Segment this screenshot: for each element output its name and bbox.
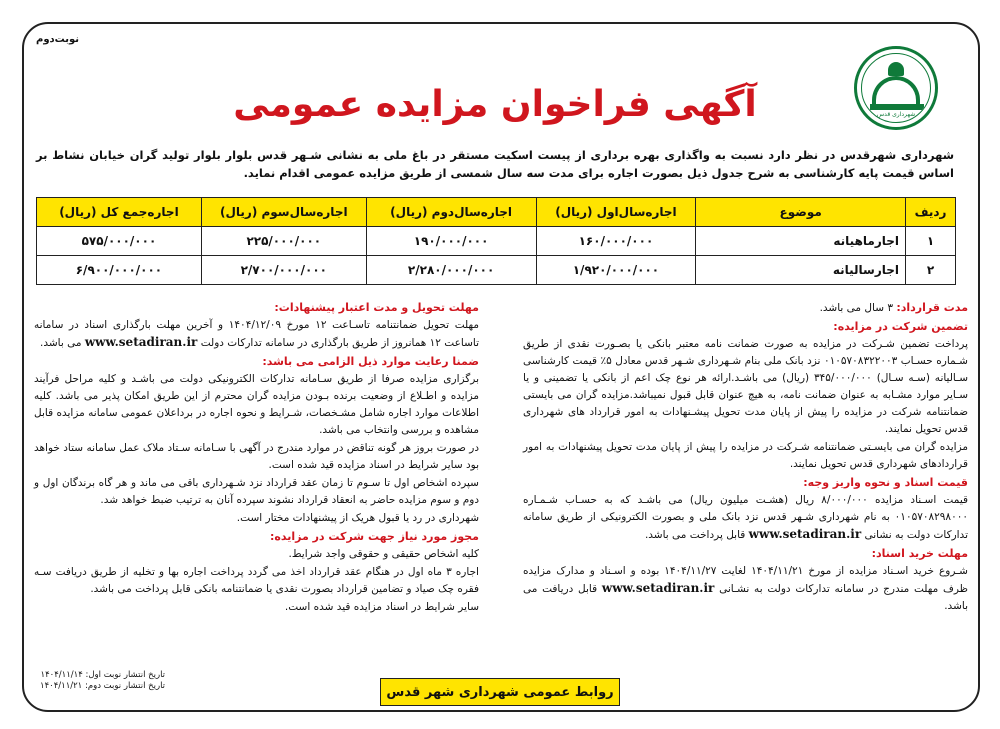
intro-paragraph: شهرداری شهرقدس در نظر دارد نسبت به واگذاری بهره برداری از پیست اسکیت مستقر در باغ ملی به نشانی شـهر قدس بلوار بلوار تولید گران خیابان نشاط بر اساس قیمت پایه کارشناسی به شرح جدول ذیل بصورت اجاره برای مدت سه سال شمسی از طریق مزایده عمومی اقدام نماید. xyxy=(36,148,954,180)
signature-text: روابط عمومی شهرداری شهر قدس xyxy=(386,684,614,700)
right-column xyxy=(523,299,968,616)
permits-heading: مجوز مورد نیاز جهت شرکت در مزایده: xyxy=(269,530,479,543)
purchase-website-link[interactable]: www.setadiran.ir xyxy=(601,581,715,595)
cell-year3: ۲/۷۰۰/۰۰۰/۰۰۰ xyxy=(201,256,366,285)
logo-text: شهرداری قدس xyxy=(876,111,916,118)
note-3: سپرده اشخاص اول تا سـوم تا زمان عقد قرارداد نزد شـهرداری باقی می ماند و هر گاه برندگان اول و دوم و سوم مزایده حاضر به انعقاد قرارداد نشوند سپرده آنان به ترتیب ضبط خواهد شد. xyxy=(34,477,479,506)
cell-year1: ۱۶۰/۰۰۰/۰۰۰ xyxy=(536,227,696,256)
cell-year2: ۲/۲۸۰/۰۰۰/۰۰۰ xyxy=(366,256,536,285)
permit-1: کلیه اشخاص حقیقی و حقوقی واجد شرایط. xyxy=(288,548,479,560)
deadline-heading: مهلت تحویل و مدت اعتبار پیشنهادات: xyxy=(274,301,479,314)
guarantee-text-2: مزایده گران می بایسـتی ضمانتنامه شـرکت در مزایده را پیش از پایان مدت تحویل پیشنهادات به امور قراردادهای شهرداری قدس تحویل نمایند. xyxy=(523,441,968,470)
price-heading: قیمت اسناد و نحوه واریز وجه: xyxy=(803,476,968,489)
header-no: ردیف xyxy=(906,198,956,227)
guarantee-text: پرداخت تضمین شـرکت در مزایده به صورت ضمانت نامه معتبر بانکی یا بصـورت نقدی از طریق شـماره حسـاب ۰۱۰۵۷۰۸۳۲۲۰۰۳ نزد بانک ملی بنام شـهرداری شـهر قدس معادل ۵٪ قیمت کارشناسی سـالیانه (سـه سـال) ۳۴۵/۰۰۰/۰۰۰ (ریال) می باشـد.ارائه هر نوع چک اعم از بانکی یا تضمینی و یا سـایر موارد مشـابه به عنوان ضمانت نامه، به هیچ عنوان قابل قبول نمیباشد.مزایده گران می بایستی ضمانتنامه شرکت در مزایده را پیش از پایان مدت تحویل پیشـنهادات به امور قرارداد های شهرداری قدس تحویل نمایند. xyxy=(523,338,969,435)
note-4: شهرداری در رد یا قبول هریک از پیشنهادات مختار است. xyxy=(236,512,479,524)
auction-table xyxy=(36,197,956,285)
cell-total: ۵۷۵/۰۰۰/۰۰۰ xyxy=(37,227,202,256)
contract-heading: مدت قرارداد: xyxy=(896,301,968,314)
notes-heading: ضمنا رعایت موارد ذیل الزامی می باشد: xyxy=(262,355,479,368)
cell-no: ۱ xyxy=(906,227,956,256)
deadline-text-end: می باشد. xyxy=(40,337,82,349)
price-website-link[interactable]: www.setadiran.ir xyxy=(748,527,862,541)
header-subject: موضوع xyxy=(696,198,906,227)
guarantee-heading: تضمین شرکت در مزایده: xyxy=(833,320,968,333)
contract-text: ۳ سال می باشد. xyxy=(819,302,897,314)
purchase-text: شـروع خرید اسـناد مزایده از مورخ ۱۴۰۴/۱۱/۲۱ لغایت ۱۴۰۴/۱۱/۲۷ بوده و اسـناد و مدارک مزایده ظرف مهلت مندرج در سامانه تدارکات دولت به نشـانی xyxy=(523,565,969,595)
left-column xyxy=(34,299,479,617)
signature-bar xyxy=(380,678,620,706)
price-text-end: قابل پرداخت می باشد. xyxy=(644,529,746,541)
cell-year2: ۱۹۰/۰۰۰/۰۰۰ xyxy=(366,227,536,256)
cell-no: ۲ xyxy=(906,256,956,285)
shahr-qods-logo-icon xyxy=(854,46,938,130)
note-2: در صورت بروز هر گونه تناقض در موارد مندرج در آگهی با سـامانه سـتاد ملاک عمل سامانه ستاد خواهد بود سایر شرایط در اسناد مزایده قید شده است. xyxy=(34,442,479,471)
header-total: اجاره‌جمع کل (ریال) xyxy=(37,198,202,227)
edition-label: نوبت‌دوم xyxy=(36,34,80,45)
cell-year1: ۱/۹۲۰/۰۰۰/۰۰۰ xyxy=(536,256,696,285)
cell-subject: اجارسالیانه xyxy=(696,256,906,285)
purchase-heading: مهلت خرید اسناد: xyxy=(871,547,968,560)
permit-2: اجاره ۳ ماه اول در هنگام عقد قرارداد اخذ می گردد پرداخت اجاره بها و تخلیه از طریق دریافت سـه فقره چک صیاد و تضامین قرارداد بصورت نقدی یا ضمانتنامه بانکی قابل پرداخت می باشد. xyxy=(34,566,479,595)
publication-date-1: تاریخ انتشار نوبت اول: ۱۴۰۴/۱۱/۱۴ xyxy=(40,670,166,680)
cell-subject: اجارماهیانه xyxy=(696,227,906,256)
publication-date-2: تاریخ انتشار نوبت دوم: ۱۴۰۴/۱۱/۲۱ xyxy=(40,681,166,691)
header-year2: اجاره‌سال‌دوم (ریال) xyxy=(366,198,536,227)
cell-year3: ۲۲۵/۰۰۰/۰۰۰ xyxy=(201,227,366,256)
publication-dates xyxy=(40,670,165,692)
note-1: برگزاری مزایده صرفا از طریق سـامانه تدارکات الکترونیکی دولت می باشـد و کلیه مراحل فرآیند مزایده و اطـلاع از وضعیت برنده بـودن مزایده گران محترم از این طریق امکان پذیر می باشد. کلیه اطلاعات موارد اجاره شامل مشـخصات، شـرایط و نحوه اجاره در برداعلان عمومی سامانه مزایده قابل مشاهده و بررسی وانتخاب می باشد. xyxy=(34,373,479,436)
header-year1: اجاره‌سال‌اول (ریال) xyxy=(536,198,696,227)
cell-total: ۶/۹۰۰/۰۰۰/۰۰۰ xyxy=(37,256,202,285)
purchase-text-end: قابل دریافت می باشد. xyxy=(523,583,968,612)
table-header-row xyxy=(37,198,956,227)
table-row xyxy=(37,256,956,285)
page-title: آگهی فراخوان مزایده عمومی xyxy=(233,84,757,125)
table-row xyxy=(37,227,956,256)
deadline-text: مهلت تحویل ضمانتنامه تاسـاعت ۱۲ مورخ ۱۴۰۴/۱۲/۰۹ و آخرین مهلت بارگذاری اسناد در سامانه تاساعت ۱۲ همانروز از طریق بارگذاری در سامانه تدارکات دولت xyxy=(34,319,479,349)
price-text: قیمت اسـناد مزایده ۸/۰۰۰/۰۰۰ ریال (هشـت میلیون ریال) می باشـد که به حسـاب شـمـاره ۰۱۰۵۷۰۸۲۹۸۰۰۰ به نام شهرداری شـهر قدس نزد بانک ملی و بصورت الکترونیکی از طریق سامانه تدارکات دولت به نشانی xyxy=(523,494,969,541)
deadline-website-link[interactable]: www.setadiran.ir xyxy=(84,335,198,349)
header-year3: اجاره‌سال‌سوم (ریال) xyxy=(201,198,366,227)
permit-3: سایر شرایط در اسناد مزایده قید شده است. xyxy=(284,601,479,613)
